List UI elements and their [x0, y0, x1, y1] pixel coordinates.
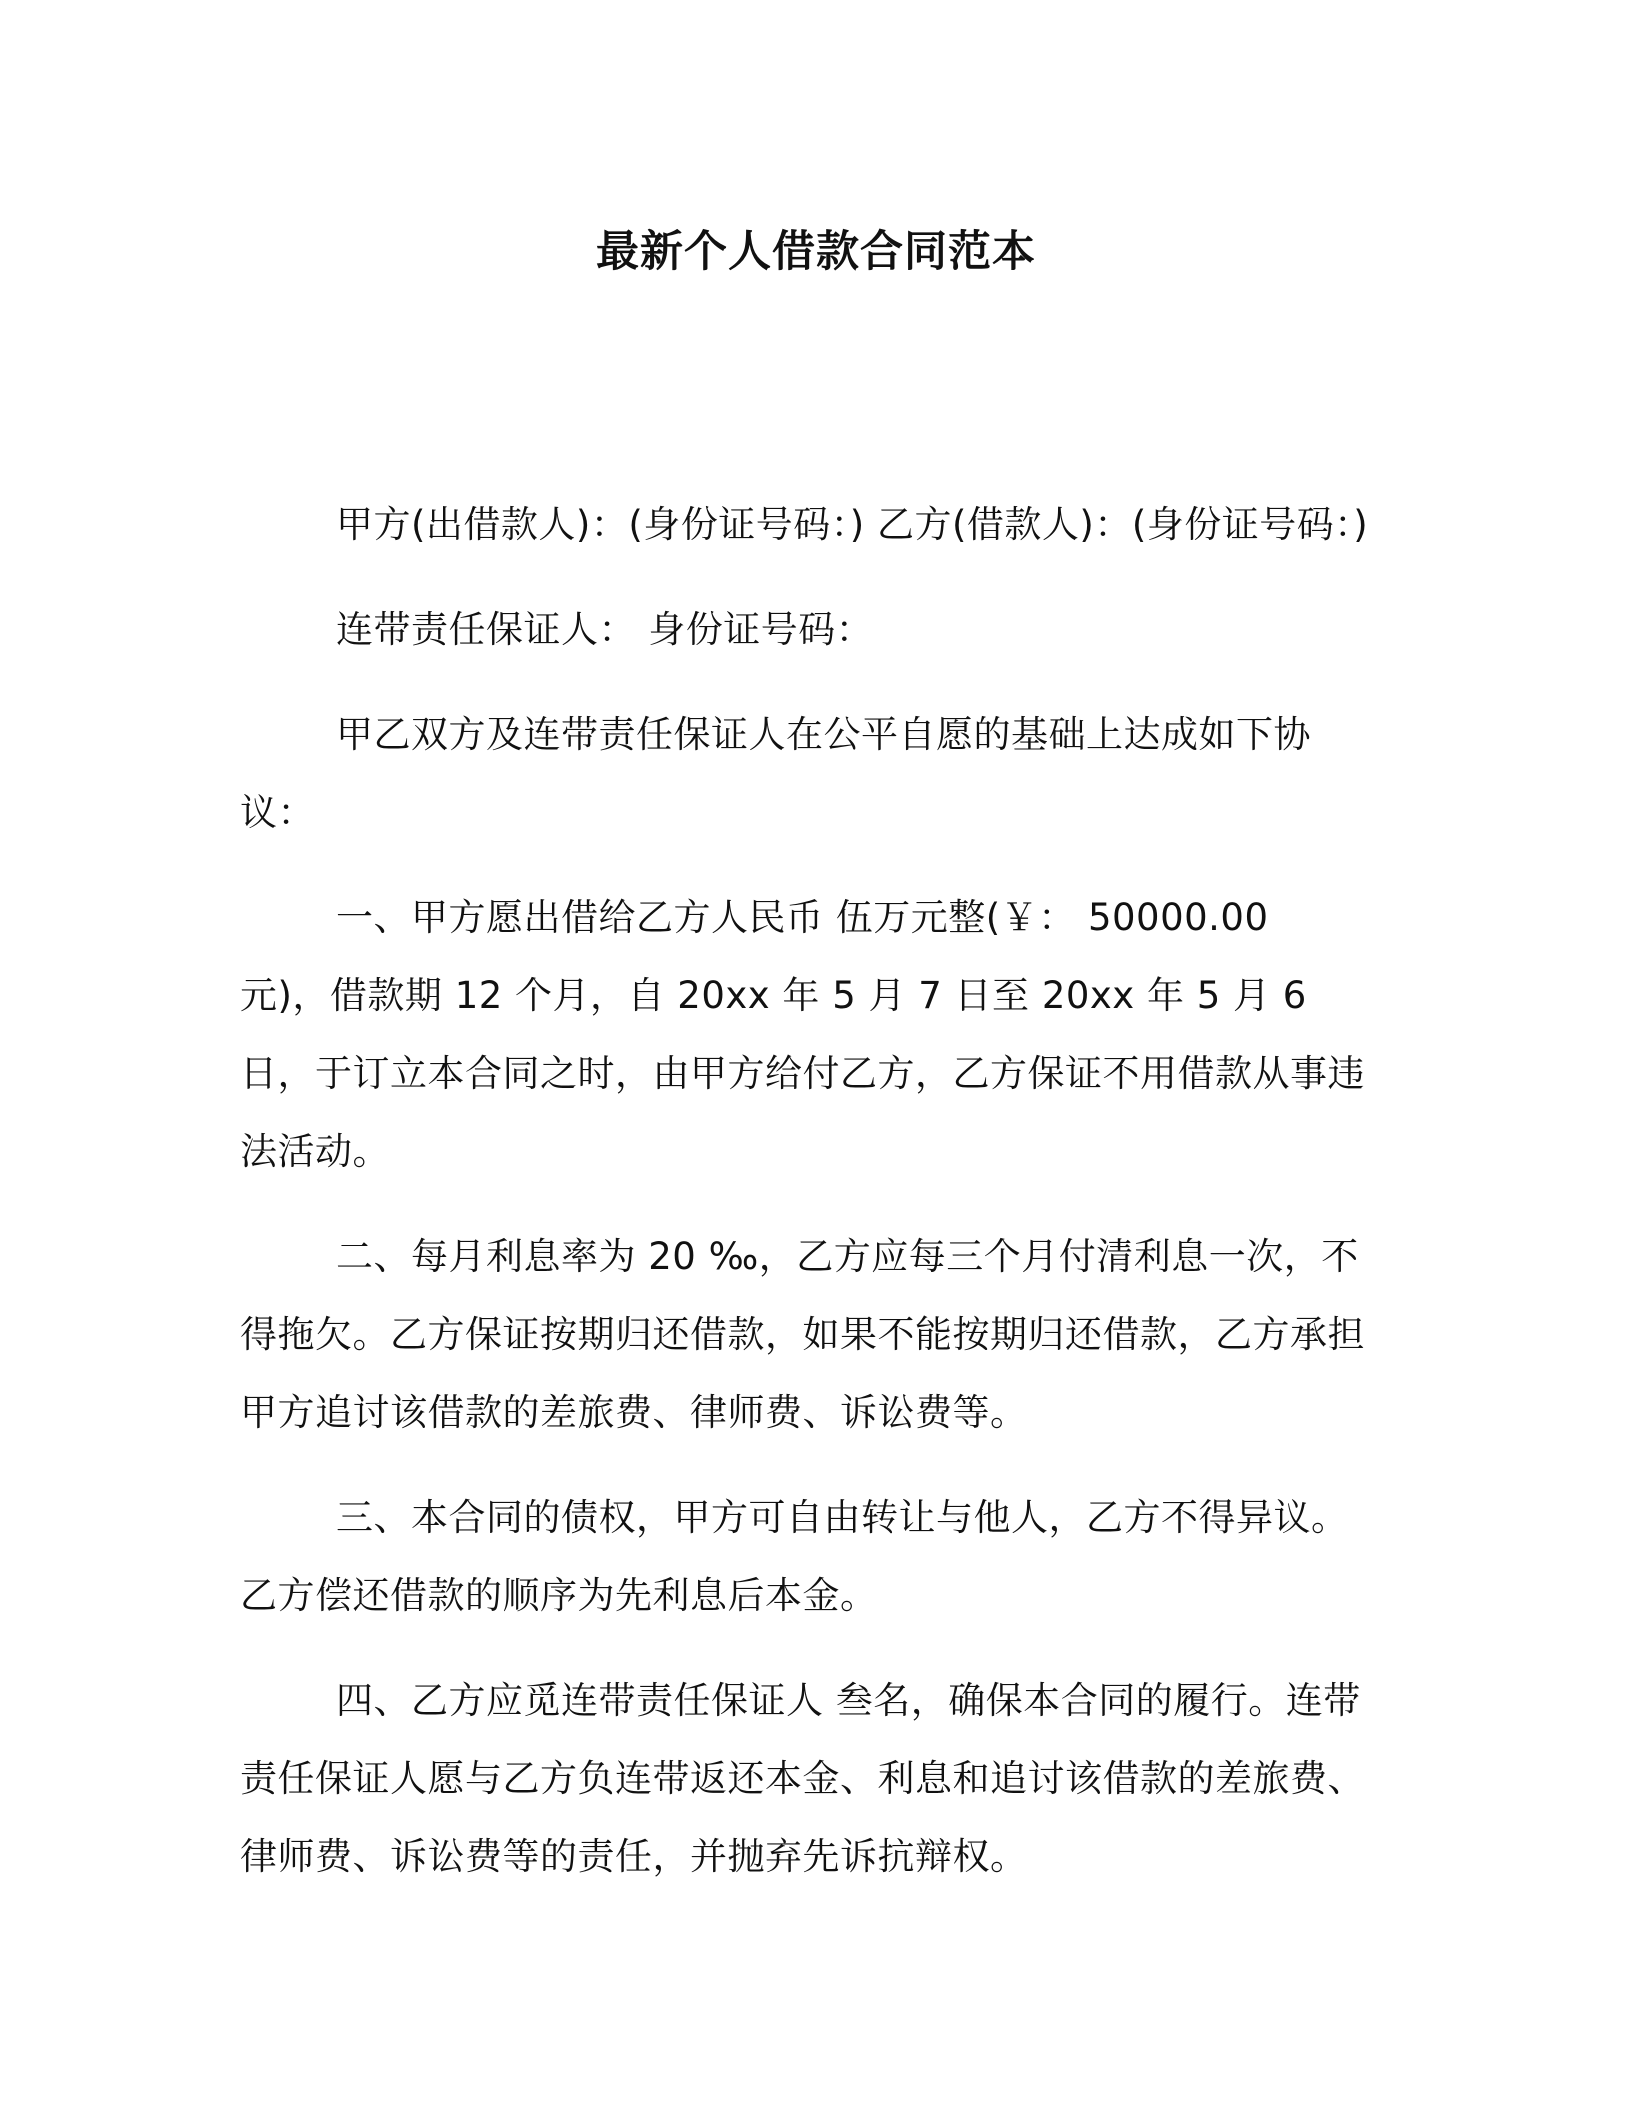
- guarantor-paragraph: 连带责任保证人： 身份证号码：: [336, 608, 874, 651]
- clause-1-paragraph: 一、甲方愿出借给乙方人民币 伍万元整(￥： 50000.00 元)，借款期 12 个月，自 20xx 年 5 月 7 日至 20xx 年 5 月 6 日，于订立本合同之时，由甲方给付乙方，乙方保证不用借款从事违法活动。: [240, 896, 1365, 1173]
- parties-paragraph: 甲方(出借款人)：(身份证号码：) 乙方(借款人)：(身份证号码：): [336, 503, 1369, 546]
- agreement-intro-paragraph: 甲乙双方及连带责任保证人在公平自愿的基础上达成如下协议：: [240, 713, 1311, 834]
- document-body: [240, 486, 1370, 1923]
- document-title: 最新个人借款合同范本: [596, 227, 1036, 277]
- clause-3-paragraph: 三、本合同的债权，甲方可自由转让与他人，乙方不得异议。乙方偿还借款的顺序为先利息后本金。: [240, 1496, 1349, 1617]
- clause-4-paragraph: 四、乙方应觅连带责任保证人 叁名，确保本合同的履行。连带责任保证人愿与乙方负连带返还本金、利息和追讨该借款的差旅费、律师费、诉讼费等的责任，并抛弃先诉抗辩权。: [240, 1679, 1365, 1878]
- clause-2-paragraph: 二、每月利息率为 20 ‰，乙方应每三个月付清利息一次，不得拖欠。乙方保证按期归还借款，如果不能按期归还借款，乙方承担甲方追讨该借款的差旅费、律师费、诉讼费等。: [240, 1235, 1365, 1434]
